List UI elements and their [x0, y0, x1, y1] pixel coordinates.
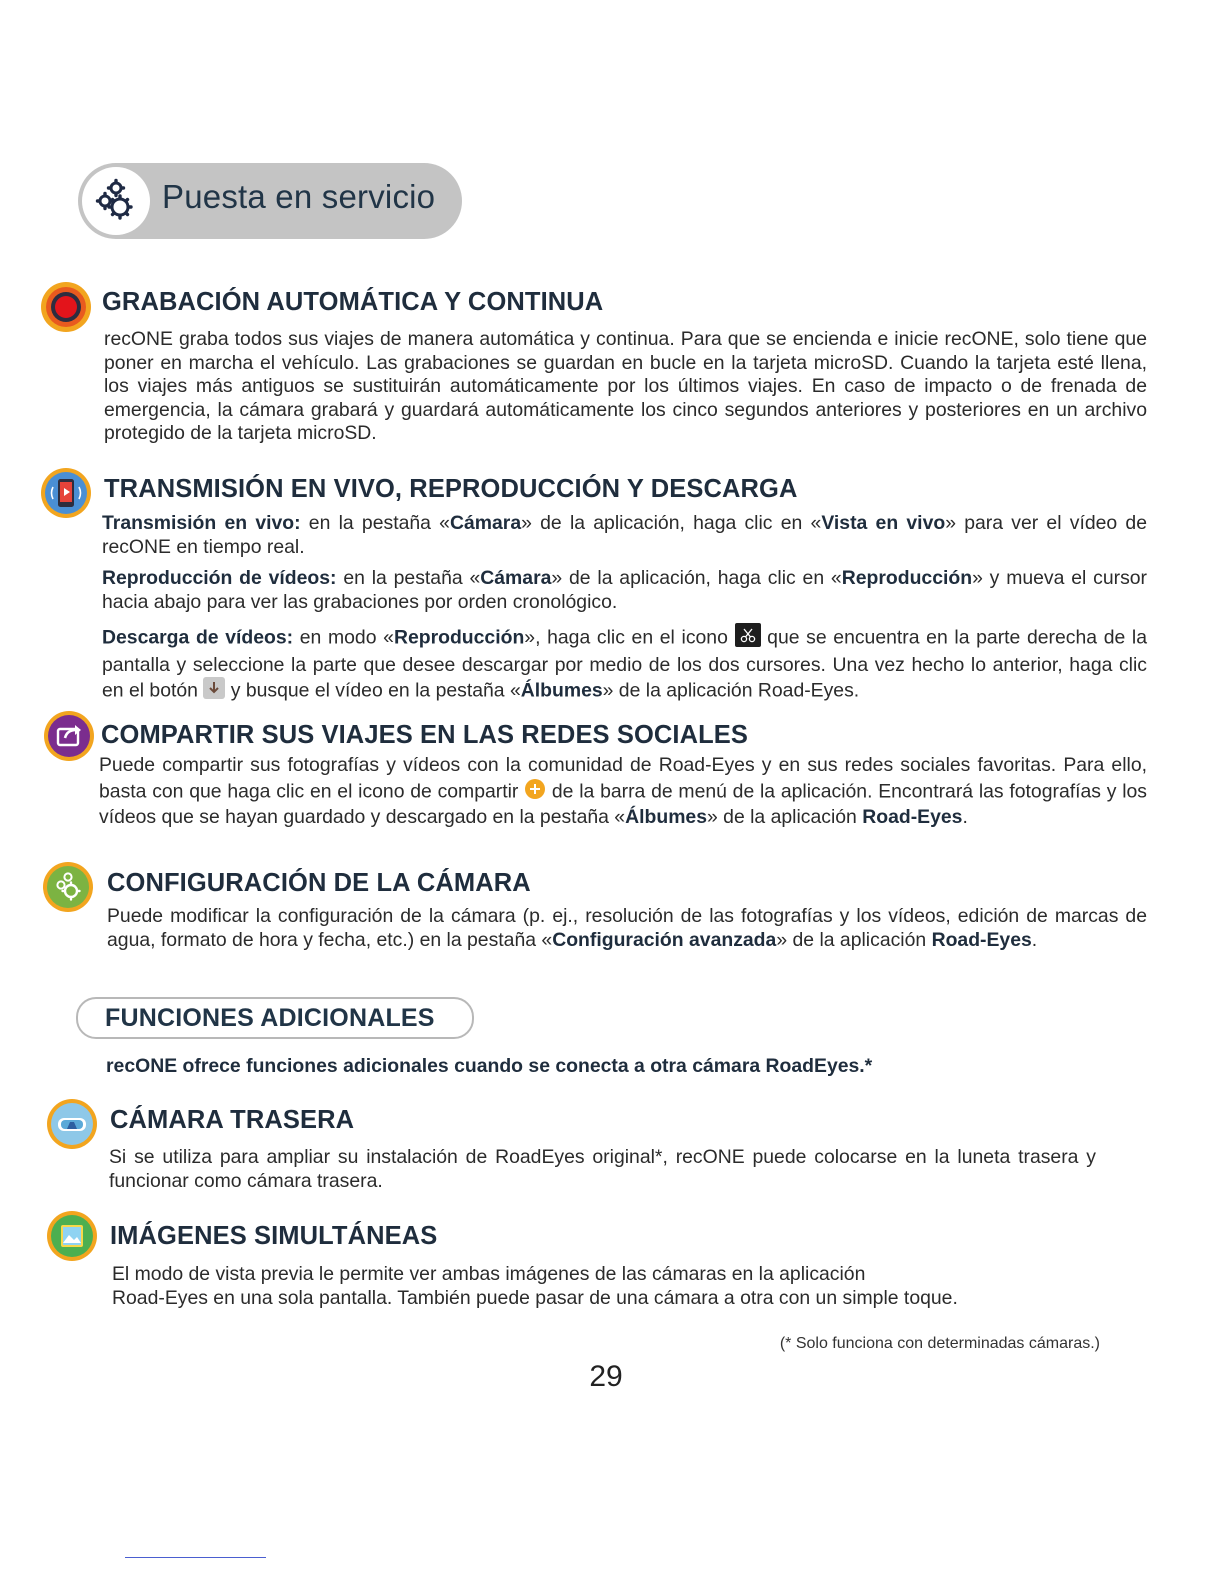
text: .	[1031, 928, 1038, 951]
phone-icon-badge	[41, 468, 91, 518]
text: » de la aplicación, haga clic en «	[551, 567, 842, 589]
bold-albumes: Álbumes	[625, 806, 707, 828]
text: .	[962, 806, 968, 828]
label-descarga: Descarga de vídeos:	[102, 626, 294, 649]
image-icon-badge	[47, 1211, 97, 1261]
text: que se encuentra en la parte derecha de la pantalla y seleccione la parte que desee descargar por medio de los dos cursores. Una vez hecho lo anterior, haga clic en el botón	[102, 626, 1148, 702]
bold-vista-en-vivo: Vista en vivo	[821, 512, 946, 534]
text: » de la aplicación Road-Eyes.	[602, 679, 860, 702]
text: » de la aplicación	[707, 806, 863, 828]
text: en la pestaña «	[300, 512, 450, 534]
bold-albumes: Álbumes	[520, 679, 603, 702]
section-body-compartir	[99, 754, 1147, 830]
text: », haga clic en el icono	[524, 626, 735, 649]
text: en la pestaña «	[336, 567, 481, 589]
record-icon-badge	[41, 282, 91, 332]
section-title-simultaneas: IMÁGENES SIMULTÁNEAS	[110, 1222, 438, 1250]
rear-mirror-icon-badge	[47, 1099, 97, 1149]
rear-mirror-icon	[49, 1101, 95, 1147]
funciones-intro: recONE ofrece funciones adicionales cuando se conecta a otra cámara RoadEyes.*	[106, 1055, 873, 1077]
section-title-compartir: COMPARTIR SUS VIAJES EN LAS REDES SOCIALES	[101, 721, 748, 749]
line: Road-Eyes en una sola pantalla. También puede pasar de una cámara a otra con un simple toque.	[112, 1286, 958, 1309]
paragraph-reproduccion	[102, 567, 1147, 614]
page-title: Puesta en servicio	[162, 178, 436, 215]
settings-gears-icon	[45, 864, 91, 910]
section-body-simultaneas	[112, 1263, 958, 1310]
phone-broadcast-icon	[43, 470, 89, 516]
text: y busque el vídeo en la pestaña «	[225, 679, 521, 702]
divider	[125, 1557, 266, 1558]
text: de la barra de menú de la aplicación. Encontrará las fotografías y los vídeos que se hayan guardado y descargado en la pestaña «	[99, 779, 1147, 828]
paragraph-transmision-en-vivo	[102, 512, 1147, 559]
section-title-grabacion: GRABACIÓN AUTOMÁTICA Y CONTINUA	[102, 288, 604, 316]
header-icon-circle	[82, 167, 150, 235]
section-title-trasera: CÁMARA TRASERA	[110, 1106, 355, 1134]
paragraph-descarga	[102, 623, 1147, 706]
line: El modo de vista previa le permite ver ambas imágenes de las cámaras en la aplicación	[112, 1263, 866, 1285]
bold-camara: Cámara	[449, 512, 522, 534]
label-reproduccion: Reproducción de vídeos:	[102, 567, 337, 589]
text: » para ver el vídeo de recONE en tiempo real.	[102, 512, 1147, 558]
text: » de la aplicación	[776, 928, 932, 951]
footnote: (* Solo funciona con determinadas cámaras.)	[779, 1335, 1100, 1352]
download-icon	[203, 677, 225, 706]
plus-share-icon	[524, 778, 546, 807]
page-number: 29	[589, 1360, 623, 1393]
text: » y mueva el cursor hacia abajo para ver las grabaciones por orden cronológico.	[102, 567, 1148, 613]
bold-road-eyes: Road-Eyes	[862, 806, 963, 828]
settings-icon-badge	[43, 862, 93, 912]
bold-reproduccion: Reproducción	[393, 626, 525, 649]
bold-reproduccion: Reproducción	[841, 567, 973, 589]
section-title-configuracion: CONFIGURACIÓN DE LA CÁMARA	[107, 869, 531, 897]
section-body-trasera: Si se utiliza para ampliar su instalación de RoadEyes original*, recONE puede colocarse en la luneta trasera y funcionar como cámara trasera.	[109, 1146, 1096, 1192]
text: en modo «	[293, 626, 394, 649]
record-icon	[43, 284, 89, 330]
label-transmision-en-vivo: Transmisión en vivo:	[102, 512, 301, 534]
text: » de la aplicación, haga clic en «	[521, 512, 822, 534]
section-body-grabacion: recONE graba todos sus viajes de manera automática y continua. Para que se encienda e inicie recONE, solo tiene que poner en marcha el vehículo. Las grabaciones se guardan en bucle en la tarjeta microSD. Cuando la tarjeta esté llena, los viajes más antiguos se sustituirán automáticamente por los últimos viajes. En caso de impacto o de frenada de emergencia, la cámara grabará y guardará automáticamente los cinco segundos anteriores y posteriores en un archivo protegido de la tarjeta microSD.	[104, 328, 1147, 444]
bold-configuracion-avanzada: Configuración avanzada	[552, 928, 777, 951]
text: Puede compartir sus fotografías y vídeos con la comunidad de Road-Eyes y en sus redes sociales favoritas. Para ello, basta con que haga clic en el icono de compartir	[99, 754, 1147, 802]
image-icon	[49, 1213, 95, 1259]
share-icon	[46, 713, 92, 759]
share-icon-badge	[44, 711, 94, 761]
scissors-icon	[735, 623, 761, 654]
bold-camara: Cámara	[480, 567, 552, 589]
bold-road-eyes: Road-Eyes	[931, 928, 1032, 951]
funciones-adicionales-title: FUNCIONES ADICIONALES	[105, 1004, 435, 1032]
text: Puede modificar la configuración de la cámara (p. ej., resolución de las fotografías y los vídeos, edición de marcas de agua, formato de hora y fecha, etc.) en la pestaña «	[107, 905, 1147, 951]
section-title-transmision: TRANSMISIÓN EN VIVO, REPRODUCCIÓN Y DESCARGA	[104, 475, 798, 503]
gears-icon	[92, 177, 140, 225]
section-body-configuracion	[107, 905, 1147, 952]
